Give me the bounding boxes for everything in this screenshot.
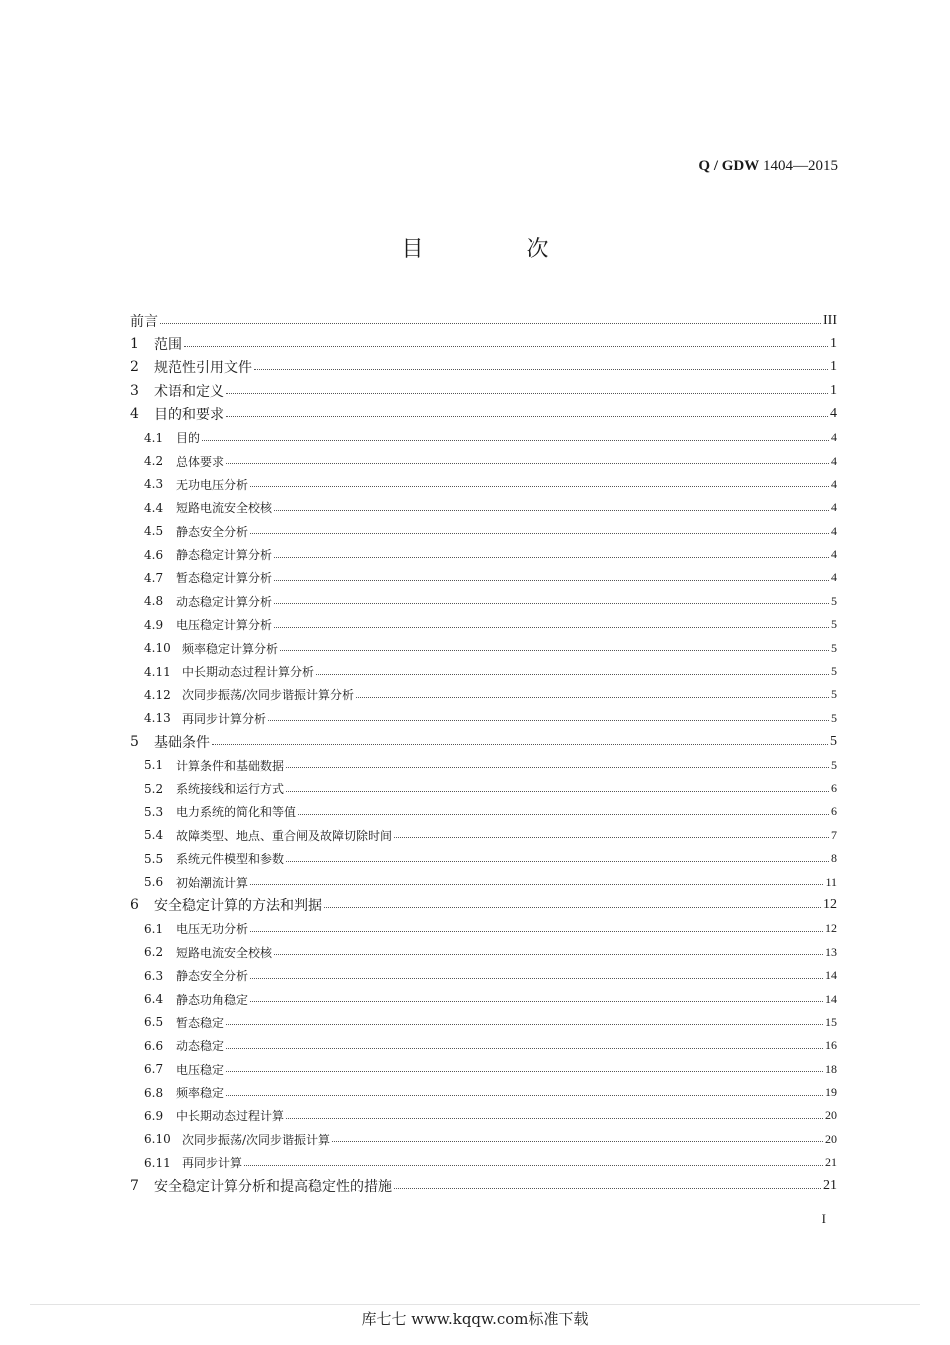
toc-leader-dots xyxy=(254,368,828,370)
toc-entry[interactable] xyxy=(130,543,837,566)
toc-entry-page: 15 xyxy=(825,1014,837,1029)
toc-entry-number: 2 xyxy=(130,359,139,376)
toc-entry[interactable] xyxy=(130,566,837,589)
toc-entry-number: 3 xyxy=(130,382,139,399)
toc-entry[interactable] xyxy=(130,309,837,332)
toc-entry-number: 6.4 xyxy=(144,992,164,1007)
toc-entry-title: 再同步计算分析 xyxy=(182,711,267,726)
toc-entry-number: 6.3 xyxy=(144,968,164,983)
toc-entry-title: 中长期动态过程计算分析 xyxy=(182,665,315,680)
toc-entry-title: 静态安全分析 xyxy=(176,524,249,539)
toc-entry-title: 短路电流安全校核 xyxy=(176,945,273,960)
toc-leader-dots xyxy=(394,1187,821,1189)
toc-entry-page: 5 xyxy=(831,687,837,702)
standard-number: 1404—2015 xyxy=(763,158,838,174)
toc-entry-number: 5.5 xyxy=(144,851,164,866)
toc-entry-number: 4.8 xyxy=(144,594,164,609)
toc-entry-title: 故障类型、地点、重合闸及故障切除时间 xyxy=(176,828,393,843)
standard-code xyxy=(698,158,838,175)
toc-leader-dots xyxy=(250,485,829,487)
toc-entry-number: 4.9 xyxy=(144,617,164,632)
toc-entry-page: 5 xyxy=(831,617,837,632)
toc-entry-title: 静态稳定计算分析 xyxy=(176,548,273,563)
toc-entry[interactable] xyxy=(130,473,837,496)
toc-entry[interactable] xyxy=(130,707,837,730)
toc-entry-number: 4.5 xyxy=(144,524,164,539)
toc-entry-page: 5 xyxy=(830,733,837,749)
toc-entry-number: 6.10 xyxy=(144,1132,171,1147)
toc-entry-page: 11 xyxy=(825,874,837,889)
toc-entry-title: 前言 xyxy=(130,313,158,330)
toc-entry[interactable] xyxy=(130,1058,837,1081)
toc-entry[interactable] xyxy=(130,987,837,1010)
toc-entry-page: 4 xyxy=(831,570,837,585)
toc-entry[interactable] xyxy=(130,777,837,800)
toc-leader-dots xyxy=(226,1023,823,1025)
toc-entry[interactable] xyxy=(130,356,837,379)
toc-entry-number: 4.4 xyxy=(144,500,164,515)
standard-prefix: Q / GDW xyxy=(698,158,760,174)
toc-entry[interactable] xyxy=(130,683,837,706)
page-title: 目 次 xyxy=(401,237,597,262)
toc-entry[interactable] xyxy=(130,403,837,426)
toc-entry-page: 20 xyxy=(825,1108,837,1123)
toc-entry-title: 电压稳定 xyxy=(176,1062,225,1077)
toc-entry-title: 初始潮流计算 xyxy=(176,875,249,890)
toc-entry-title: 暂态稳定 xyxy=(176,1015,225,1030)
toc-entry-page: 5 xyxy=(831,593,837,608)
toc-entry[interactable] xyxy=(130,1081,837,1104)
toc-entry[interactable] xyxy=(130,753,837,776)
toc-leader-dots xyxy=(226,1094,823,1096)
toc-entry[interactable] xyxy=(130,1151,837,1174)
toc-entry[interactable] xyxy=(130,1011,837,1034)
toc-entry-title: 规范性引用文件 xyxy=(154,360,252,377)
toc-entry-page: 20 xyxy=(825,1131,837,1146)
toc-entry-title: 次同步振荡/次同步谐振计算 xyxy=(182,1132,331,1147)
toc-leader-dots xyxy=(250,883,823,885)
toc-entry[interactable] xyxy=(130,1174,837,1197)
toc-entry-page: 4 xyxy=(830,406,837,422)
toc-entry-title: 系统接线和运行方式 xyxy=(176,782,285,796)
toc-entry-title: 基础条件 xyxy=(154,734,210,751)
toc-entry-number: 6 xyxy=(130,897,139,914)
toc-entry-number: 4.2 xyxy=(144,454,164,469)
toc-leader-dots xyxy=(274,556,829,558)
toc-entry[interactable] xyxy=(130,590,837,613)
toc-entry[interactable] xyxy=(130,1128,837,1151)
toc-entry-page: 19 xyxy=(825,1085,837,1100)
toc-entry-page: 6 xyxy=(831,781,837,795)
toc-entry-number: 5.1 xyxy=(144,758,164,773)
toc-entry-page: 21 xyxy=(823,1178,837,1194)
toc-leader-dots xyxy=(226,415,828,417)
toc-entry-page: 4 xyxy=(831,547,837,562)
toc-leader-dots xyxy=(286,860,829,862)
toc-leader-dots xyxy=(286,766,829,768)
toc-entry[interactable] xyxy=(130,613,837,636)
toc-entry-page: 14 xyxy=(825,968,837,983)
toc-entry-title: 动态稳定计算分析 xyxy=(176,594,273,609)
toc-entry-number: 6.11 xyxy=(144,1155,171,1170)
toc-entry-number: 5 xyxy=(130,733,139,750)
toc-entry-title: 总体要求 xyxy=(176,454,225,469)
toc-entry-title: 计算条件和基础数据 xyxy=(176,758,285,773)
toc-entry-title: 电压无功分析 xyxy=(176,922,249,937)
toc-entry-page: 13 xyxy=(825,944,837,959)
toc-entry-title: 无功电压分析 xyxy=(176,477,249,492)
toc-leader-dots xyxy=(250,1000,823,1002)
toc-entry-number: 4.11 xyxy=(144,664,171,679)
toc-entry-page: 4 xyxy=(831,430,837,445)
toc-leader-dots xyxy=(184,345,828,347)
toc-leader-dots xyxy=(274,509,829,511)
toc-leader-dots xyxy=(250,532,829,534)
toc-entry-number: 5.2 xyxy=(144,781,164,796)
toc-entry-number: 4.7 xyxy=(144,570,164,585)
toc-entry-title: 静态功角稳定 xyxy=(176,992,249,1007)
toc-entry[interactable] xyxy=(130,332,837,355)
toc-entry[interactable] xyxy=(130,964,837,987)
toc-entry-number: 6.9 xyxy=(144,1108,164,1123)
toc-entry-page: 4 xyxy=(831,500,837,515)
toc-entry-page: 5 xyxy=(831,710,837,725)
toc-entry-page: 14 xyxy=(825,991,837,1006)
toc-leader-dots xyxy=(226,392,828,394)
toc-entry[interactable] xyxy=(130,426,837,449)
footer-divider xyxy=(30,1304,920,1305)
toc-entry-title: 短路电流安全校核 xyxy=(176,501,273,516)
toc-entry-number: 5.4 xyxy=(144,828,164,843)
toc-entry[interactable] xyxy=(130,520,837,543)
toc-entry-page: 12 xyxy=(825,921,837,936)
toc-entry-page: 7 xyxy=(831,827,837,842)
toc-entry-number: 6.7 xyxy=(144,1062,164,1077)
toc-entry-number: 5.6 xyxy=(144,875,164,890)
toc-entry-number: 5.3 xyxy=(144,804,164,819)
toc-entry-number: 6.2 xyxy=(144,945,164,960)
toc-entry-number: 7 xyxy=(130,1178,139,1195)
toc-entry-title: 范围 xyxy=(154,337,182,354)
toc-entry-title: 频率稳定 xyxy=(176,1086,225,1101)
toc-leader-dots xyxy=(268,719,829,721)
toc-entry-page: 1 xyxy=(830,382,837,398)
toc-entry-title: 目的 xyxy=(176,431,201,446)
toc-entry-number: 4.13 xyxy=(144,711,171,726)
toc-leader-dots xyxy=(356,696,829,698)
toc-leader-dots xyxy=(250,930,823,932)
toc-entry-page: 4 xyxy=(831,476,837,491)
toc-entry-page: 21 xyxy=(825,1155,837,1170)
toc-entry-number: 4.12 xyxy=(144,687,171,702)
toc-entry-number: 1 xyxy=(130,336,139,353)
toc-leader-dots xyxy=(250,977,823,979)
toc-entry-title: 目的和要求 xyxy=(154,407,224,424)
toc-entry-title: 系统元件模型和参数 xyxy=(176,852,285,867)
toc-entry-title: 电压稳定计算分析 xyxy=(176,618,273,633)
toc-entry[interactable] xyxy=(130,636,837,659)
toc-entry-title: 次同步振荡/次同步谐振计算分析 xyxy=(182,688,355,703)
toc-leader-dots xyxy=(274,953,823,955)
toc-entry[interactable] xyxy=(130,449,837,472)
toc-entry-title: 安全稳定计算的方法和判据 xyxy=(154,898,322,915)
footer-watermark: 库七七 www.kqqw.com标准下载 xyxy=(361,1310,589,1328)
toc-entry[interactable] xyxy=(130,1104,837,1127)
toc-entry-title: 电力系统的简化和等值 xyxy=(176,805,297,820)
toc-entry-number: 4.1 xyxy=(144,430,164,445)
toc-entry-title: 频率稳定计算分析 xyxy=(182,641,279,656)
toc-entry-number: 4.6 xyxy=(144,547,164,562)
toc-leader-dots xyxy=(274,602,829,604)
toc-leader-dots xyxy=(244,1164,823,1166)
toc-leader-dots xyxy=(332,1140,823,1142)
toc-entry[interactable] xyxy=(130,847,837,870)
toc-entry-page: 4 xyxy=(831,453,837,468)
toc-entry-number: 6.8 xyxy=(144,1085,164,1100)
toc-entry[interactable] xyxy=(130,894,837,917)
toc-entry[interactable] xyxy=(130,660,837,683)
toc-entry-title: 暂态稳定计算分析 xyxy=(176,571,273,586)
toc-entry-page: 5 xyxy=(831,640,837,655)
toc-leader-dots xyxy=(286,790,829,792)
toc-entry[interactable] xyxy=(130,730,837,753)
toc-entry-number: 4.10 xyxy=(144,641,171,656)
toc-entry-number: 4.3 xyxy=(144,477,164,492)
toc-entry[interactable] xyxy=(130,824,837,847)
toc-entry-page: 4 xyxy=(831,523,837,538)
toc-entry-page: 5 xyxy=(831,757,837,772)
toc-entry-title: 动态稳定 xyxy=(176,1039,225,1054)
table-of-contents xyxy=(130,309,837,1198)
toc-leader-dots xyxy=(274,626,829,628)
toc-leader-dots xyxy=(324,906,821,908)
toc-entry-page: 12 xyxy=(823,897,837,913)
toc-entry[interactable] xyxy=(130,496,837,519)
page-number: I xyxy=(821,1211,826,1226)
toc-entry-number: 6.5 xyxy=(144,1015,164,1030)
toc-leader-dots xyxy=(274,579,829,581)
toc-entry-page: 16 xyxy=(825,1038,837,1053)
toc-leader-dots xyxy=(212,743,828,745)
toc-leader-dots xyxy=(160,322,821,324)
toc-leader-dots xyxy=(226,462,829,464)
toc-entry-title: 静态安全分析 xyxy=(176,969,249,984)
toc-entry-page: 6 xyxy=(831,804,837,819)
toc-entry-page: 18 xyxy=(825,1061,837,1076)
toc-leader-dots xyxy=(286,1117,823,1119)
toc-entry[interactable] xyxy=(130,870,837,893)
toc-entry[interactable] xyxy=(130,800,837,823)
toc-entry-number: 6.1 xyxy=(144,921,164,936)
toc-entry-title: 安全稳定计算分析和提高稳定性的措施 xyxy=(154,1179,392,1196)
toc-entry-title: 术语和定义 xyxy=(154,383,224,400)
toc-entry[interactable] xyxy=(130,917,837,940)
toc-entry[interactable] xyxy=(130,1034,837,1057)
toc-entry-number: 6.6 xyxy=(144,1038,164,1053)
toc-entry-number: 4 xyxy=(130,406,139,423)
toc-leader-dots xyxy=(280,649,829,651)
toc-entry[interactable] xyxy=(130,379,837,402)
toc-entry-page: III xyxy=(823,312,837,328)
toc-entry-title: 再同步计算 xyxy=(182,1156,243,1171)
toc-entry-page: 1 xyxy=(830,336,837,352)
toc-leader-dots xyxy=(394,836,829,838)
toc-entry-title: 中长期动态过程计算 xyxy=(176,1109,285,1124)
toc-entry-page: 8 xyxy=(831,851,837,866)
toc-entry-page: 1 xyxy=(830,359,837,375)
toc-leader-dots xyxy=(298,813,829,815)
toc-leader-dots xyxy=(316,673,829,675)
toc-leader-dots xyxy=(202,439,829,441)
toc-leader-dots xyxy=(226,1070,823,1072)
toc-entry[interactable] xyxy=(130,941,837,964)
toc-entry-page: 5 xyxy=(831,664,837,679)
toc-leader-dots xyxy=(226,1047,823,1049)
